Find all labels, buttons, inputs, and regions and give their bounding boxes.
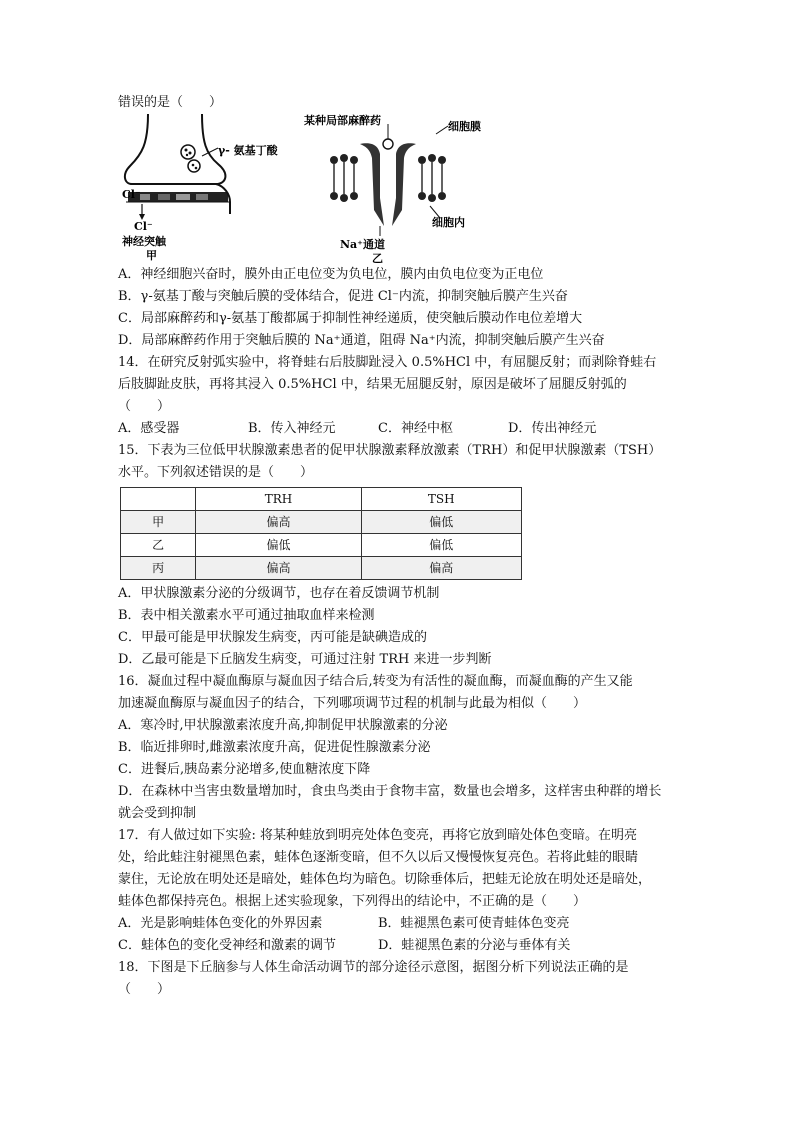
table-cell: 偏低 xyxy=(196,534,361,557)
q14-option-b: B．传入神经元 xyxy=(248,421,336,436)
synapse-diagram xyxy=(118,114,678,264)
table-cell: 偏高 xyxy=(196,511,361,534)
membrane-label: 细胞膜 xyxy=(448,120,481,133)
table-cell: 偏低 xyxy=(361,511,521,534)
figure-jia-title: 甲 xyxy=(146,249,157,262)
cl-bottom-label: Cl⁻ xyxy=(134,220,153,233)
q14-options xyxy=(118,418,638,440)
q17-option-b: B．蛙褪黑色素可使青蛙体色变亮 xyxy=(378,916,570,931)
q16-stem-line-1: 16．凝血过程中凝血酶原与凝血因子结合后,转变为有活性的凝血酶，而凝血酶的产生又能 xyxy=(118,674,633,689)
table-cell: 乙 xyxy=(121,534,196,557)
q13-option-a: A．神经细胞兴奋时，膜外由正电位变为负电位，膜内由负电位变为正电位 xyxy=(118,267,544,282)
q15-stem-line-1: 15．下表为三位低甲状腺激素患者的促甲状腺激素释放激素（TRH）和促甲状腺激素（TSH） xyxy=(118,443,662,458)
q17-stem-line-1: 17．有人做过如下实验: 将某种蛙放到明亮处体色变亮，再将它放到暗处体色变暗。在明亮 xyxy=(118,828,638,843)
q15-option-c: C．甲最可能是甲状腺发生病变，丙可能是缺碘造成的 xyxy=(118,630,427,645)
cl-top-label: Cl⁻ xyxy=(122,188,141,201)
vesicle-icon xyxy=(181,145,195,159)
table-cell: 甲 xyxy=(121,511,196,534)
q16-option-b: B．临近排卵时,雌激素浓度升高，促进促性腺激素分泌 xyxy=(118,740,431,755)
q17-option-a: A．光是影响蛙体色变化的外界因素 xyxy=(118,916,323,931)
q16-stem-line-2: 加速凝血酶原与凝血因子的结合，下列哪项调节过程的机制与此最为相似（ ） xyxy=(118,696,587,711)
q17-option-c: C．蛙体色的变化受神经和激素的调节 xyxy=(118,938,336,953)
q14-stem-line-3: （ ） xyxy=(118,399,171,414)
q17-stem-line-3: 蒙住，无论放在明处还是暗处，蛙体色均为暗色。切除垂体后，把蛙无论放在明处还是暗处， xyxy=(118,872,652,887)
q16-option-d-continued: 就会受到抑制 xyxy=(118,806,197,821)
q17-stem-line-2: 处，给此蛙注射褪黑色素，蛙体色逐渐变暗，但不久以后又慢慢恢复亮色。若将此蛙的眼睛 xyxy=(118,850,639,865)
q17-options-row-2 xyxy=(118,935,638,957)
table-cell: 偏高 xyxy=(196,557,361,580)
table-row xyxy=(121,511,522,534)
exam-page xyxy=(118,92,678,1001)
q15-option-d: D．乙最可能是下丘脑发生病变，可通过注射 TRH 来进一步判断 xyxy=(118,652,492,667)
q16-option-d: D．在森林中当害虫数量增加时，食虫鸟类由于食物丰富，数量也会增多，这样害虫种群的增长 xyxy=(118,784,662,799)
q17-stem-line-4: 蛙体色都保持亮色。根据上述实验现象，下列得出的结论中，不正确的是（ ） xyxy=(118,894,587,909)
table-header-cell: TSH xyxy=(361,488,521,511)
synapse-figure xyxy=(118,114,678,264)
q13-option-c: C．局部麻醉药和γ-氨基丁酸都属于抑制性神经递质，使突触后膜动作电位差增大 xyxy=(118,311,583,326)
question-13-stem-tail: 错误的是（ ） xyxy=(118,95,223,110)
q13-option-b: B．γ-氨基丁酸与突触后膜的受体结合，促进 Cl⁻内流，抑制突触后膜产生兴奋 xyxy=(118,289,568,304)
q16-option-a: A．寒冷时,甲状腺激素浓度升高,抑制促甲状腺激素的分泌 xyxy=(118,718,448,733)
gaba-label: γ- 氨基丁酸 xyxy=(218,144,278,157)
figure-yi xyxy=(303,114,481,264)
table-row xyxy=(121,557,522,580)
q15-stem-line-2: 水平。下列叙述错误的是（ ） xyxy=(118,465,314,480)
anesthetic-molecule-icon xyxy=(383,139,393,149)
q14-option-a: A．感受器 xyxy=(118,421,180,436)
cell-inside-label: 细胞内 xyxy=(432,216,465,229)
synapse-label: 神经突触 xyxy=(122,235,166,248)
q15-option-b: B．表中相关激素水平可通过抽取血样来检测 xyxy=(118,608,375,623)
q14-option-d: D．传出神经元 xyxy=(508,421,597,436)
na-channel-right xyxy=(392,143,416,226)
q17-option-d: D．蛙褪黑色素的分泌与垂体有关 xyxy=(378,938,571,953)
table-cell: 偏高 xyxy=(361,557,521,580)
presynaptic-terminal-outline xyxy=(125,114,225,184)
figure-jia xyxy=(122,114,279,262)
q14-stem-line-1: 14．在研究反射弧实验中，将脊蛙右后肢脚趾浸入 0.5%HCl 中，有屈腿反射；而剥除脊蛙右 xyxy=(118,355,657,370)
na-channel-label: Na⁺通道 xyxy=(340,238,385,251)
vesicle-icon xyxy=(188,160,200,172)
figure-yi-title: 乙 xyxy=(372,252,383,264)
q16-option-c: C．进餐后,胰岛素分泌增多,使血糖浓度下降 xyxy=(118,762,371,777)
table-header-cell xyxy=(121,488,196,511)
q15-option-a: A．甲状腺激素分泌的分级调节，也存在着反馈调节机制 xyxy=(118,586,440,601)
table-header-cell: TRH xyxy=(196,488,361,511)
q18-stem-line-1: 18．下图是下丘脑参与人体生命活动调节的部分途径示意图，据图分析下列说法正确的是 xyxy=(118,960,629,975)
q17-options-row-1 xyxy=(118,913,638,935)
drug-label: 某种局部麻醉药 xyxy=(304,114,381,127)
q13-option-d: D．局部麻醉药作用于突触后膜的 Na⁺通道，阻碍 Na⁺内流，抑制突触后膜产生兴奋 xyxy=(118,333,605,348)
table-cell: 丙 xyxy=(121,557,196,580)
q18-stem-line-2: （ ） xyxy=(118,982,171,997)
table-row xyxy=(121,534,522,557)
table-header-row xyxy=(121,488,522,511)
na-channel-left xyxy=(360,143,384,226)
hormone-table xyxy=(120,487,522,580)
q14-option-c: C．神经中枢 xyxy=(378,421,453,436)
table-cell: 偏低 xyxy=(361,534,521,557)
q14-stem-line-2: 后肢脚趾皮肤，再将其浸入 0.5%HCl 中，结果无屈腿反射，原因是破坏了屈腿反射弧的 xyxy=(118,377,627,392)
